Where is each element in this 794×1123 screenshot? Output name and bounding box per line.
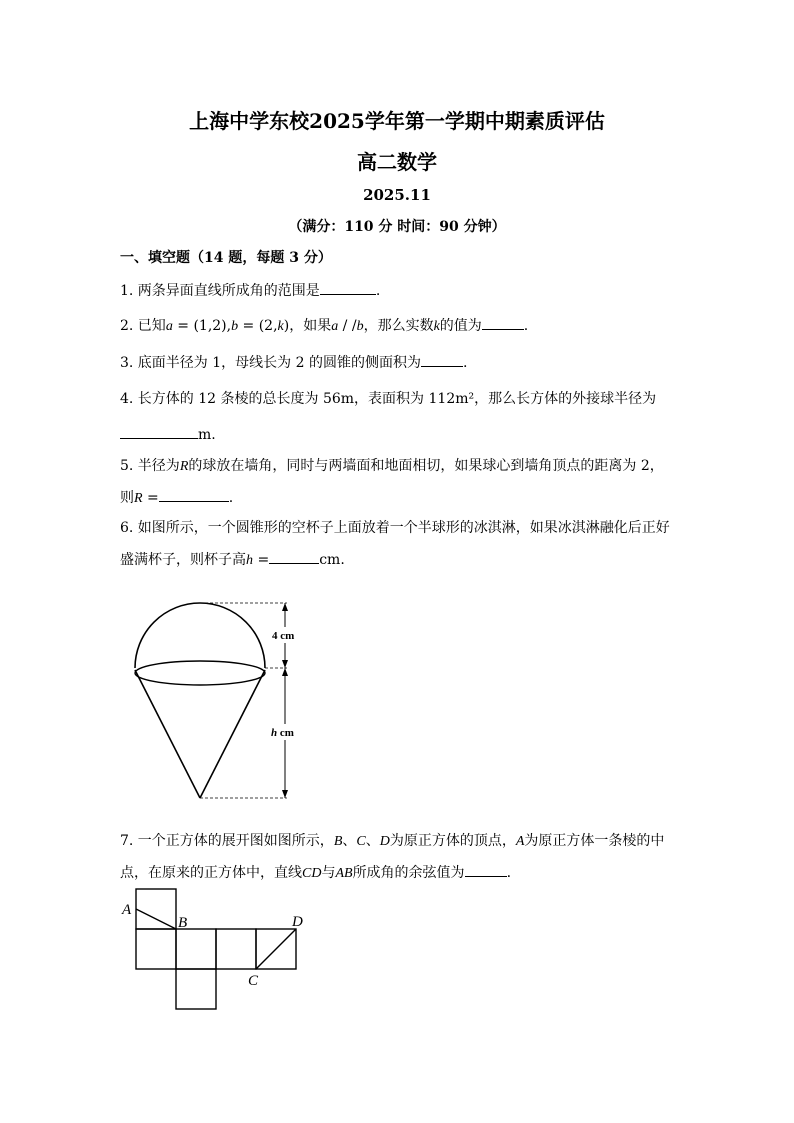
question-4-line-1: 4. 长方体的 12 条棱的总长度为 56m，表面积为 112m²，那么长方体的外接球半径为 [120, 391, 657, 407]
var-h: h [246, 553, 253, 568]
q2-eq1: = (1,2), [172, 318, 232, 334]
question-2 [120, 315, 528, 337]
var-R-2: R [134, 491, 143, 506]
label-C: C [248, 973, 259, 989]
question-6-line-1: 6. 如图所示，一个圆锥形的空杯子上面放着一个半球形的冰淇淋，如果冰淇淋融化后正好 [120, 520, 670, 536]
question-5-line-2 [120, 487, 233, 509]
vector-b: b [231, 319, 239, 334]
q2-answer-blank[interactable] [482, 315, 524, 330]
dimension-label-h: h cm [271, 727, 294, 739]
vector-b-parallel: b [356, 319, 364, 334]
cone-left-edge [135, 670, 200, 798]
q5-line2a: 则 [120, 490, 134, 506]
question-4-line-2 [120, 424, 216, 445]
q2-pre: 2. 已知 [120, 318, 166, 334]
q2-post: ，那么实数 [363, 318, 434, 334]
net-square-row-2 [176, 929, 216, 969]
net-square-row-3 [216, 929, 256, 969]
segment-CD [256, 929, 296, 969]
var-R: R [179, 459, 189, 474]
arrow-up-icon [282, 603, 288, 611]
arrow-down-icon-2 [282, 790, 288, 798]
q1-end: . [375, 283, 381, 299]
question-6-line-2 [120, 549, 345, 571]
var-D: D [379, 834, 390, 849]
q7-line2c: 所成角的余弦值为 [352, 865, 465, 881]
var-A: A [515, 834, 525, 849]
q6-line2a: 盛满杯子，则杯子高 [120, 552, 246, 568]
var-k-2: k [433, 319, 440, 334]
net-square-top [136, 889, 176, 929]
exam-title: 上海中学东校2025学年第一学期中期素质评估 [189, 109, 605, 133]
q7-line1a: 7. 一个正方体的展开图如图所示， [120, 833, 334, 849]
hemisphere-arc [135, 603, 265, 668]
q7-sep1: 、 [342, 833, 357, 849]
question-5-line-1 [120, 456, 664, 477]
var-C: C [356, 834, 366, 849]
dimension-label-4cm: 4 cm [272, 630, 295, 642]
q2-end: . [523, 318, 529, 334]
var-k: k [277, 319, 284, 334]
q7-line1c: 为原正方体一条棱的中 [524, 833, 665, 849]
q2-eq3: )，如果 [283, 318, 332, 334]
var-CD: CD [302, 866, 322, 881]
q7-line2a: 点，在原来的正方体中，直线 [120, 865, 302, 881]
q1-text: 1. 两条异面直线所成角的范围是 [120, 283, 320, 299]
exam-meta: （满分：110 分 时间：90 分钟） [288, 219, 506, 235]
q1-answer-blank[interactable] [320, 280, 376, 295]
q5-end: . [228, 490, 234, 506]
ice-cream-cone-figure [125, 595, 305, 807]
exam-subtitle: 高二数学 [357, 150, 437, 174]
q6-end: . [340, 552, 345, 568]
cone-right-edge [200, 670, 265, 798]
exam-date: 2025.11 [363, 186, 431, 204]
label-B: B [178, 915, 188, 931]
question-7-line-1 [120, 831, 664, 852]
question-7-line-2 [120, 862, 511, 884]
var-B: B [333, 834, 343, 849]
q5-line1a: 5. 半径为 [120, 458, 180, 474]
q5-line1b: 的球放在墙角，同时与两墙面和地面相切，如果球心到墙角顶点的距离为 2， [188, 458, 664, 474]
q7-line2b: 与 [321, 865, 336, 881]
var-AB: AB [335, 866, 353, 881]
q6-line2b: = [253, 552, 270, 568]
q5-answer-blank[interactable] [159, 487, 229, 502]
arrow-up-icon-2 [282, 668, 288, 676]
q2-eq2: = (2, [238, 318, 278, 334]
question-1 [120, 280, 380, 301]
q3-text: 3. 底面半径为 1，母线长为 2 的圆锥的侧面积为 [120, 355, 421, 371]
q7-end: . [506, 865, 512, 881]
q6-answer-blank[interactable] [269, 549, 319, 564]
q3-answer-blank[interactable] [421, 352, 463, 367]
q6-unit: cm [319, 552, 341, 568]
vector-a: a [165, 319, 173, 334]
label-A: A [122, 902, 132, 918]
q3-end: . [462, 355, 468, 371]
section-heading: 一、填空题（14 题，每题 3 分） [120, 250, 332, 266]
q7-answer-blank[interactable] [465, 862, 507, 877]
vector-a-parallel: a [331, 319, 339, 334]
q4-unit: m [198, 427, 212, 443]
q2-post2: 的值为 [439, 318, 482, 334]
cube-net-figure [115, 883, 315, 1013]
q7-sep2: 、 [365, 833, 380, 849]
cone-base-ellipse [135, 661, 265, 685]
parallel-symbol: / / [338, 318, 357, 334]
q4-answer-blank[interactable] [120, 424, 198, 439]
q5-line2b: = [142, 490, 159, 506]
label-D: D [292, 914, 303, 930]
arrow-down-icon [282, 660, 288, 668]
question-3 [120, 352, 467, 373]
segment-AB [136, 909, 176, 929]
net-square-bottom [176, 969, 216, 1009]
q4-end: . [211, 427, 216, 443]
q7-line1b: 为原正方体的顶点， [389, 833, 516, 849]
net-square-row-1 [136, 929, 176, 969]
